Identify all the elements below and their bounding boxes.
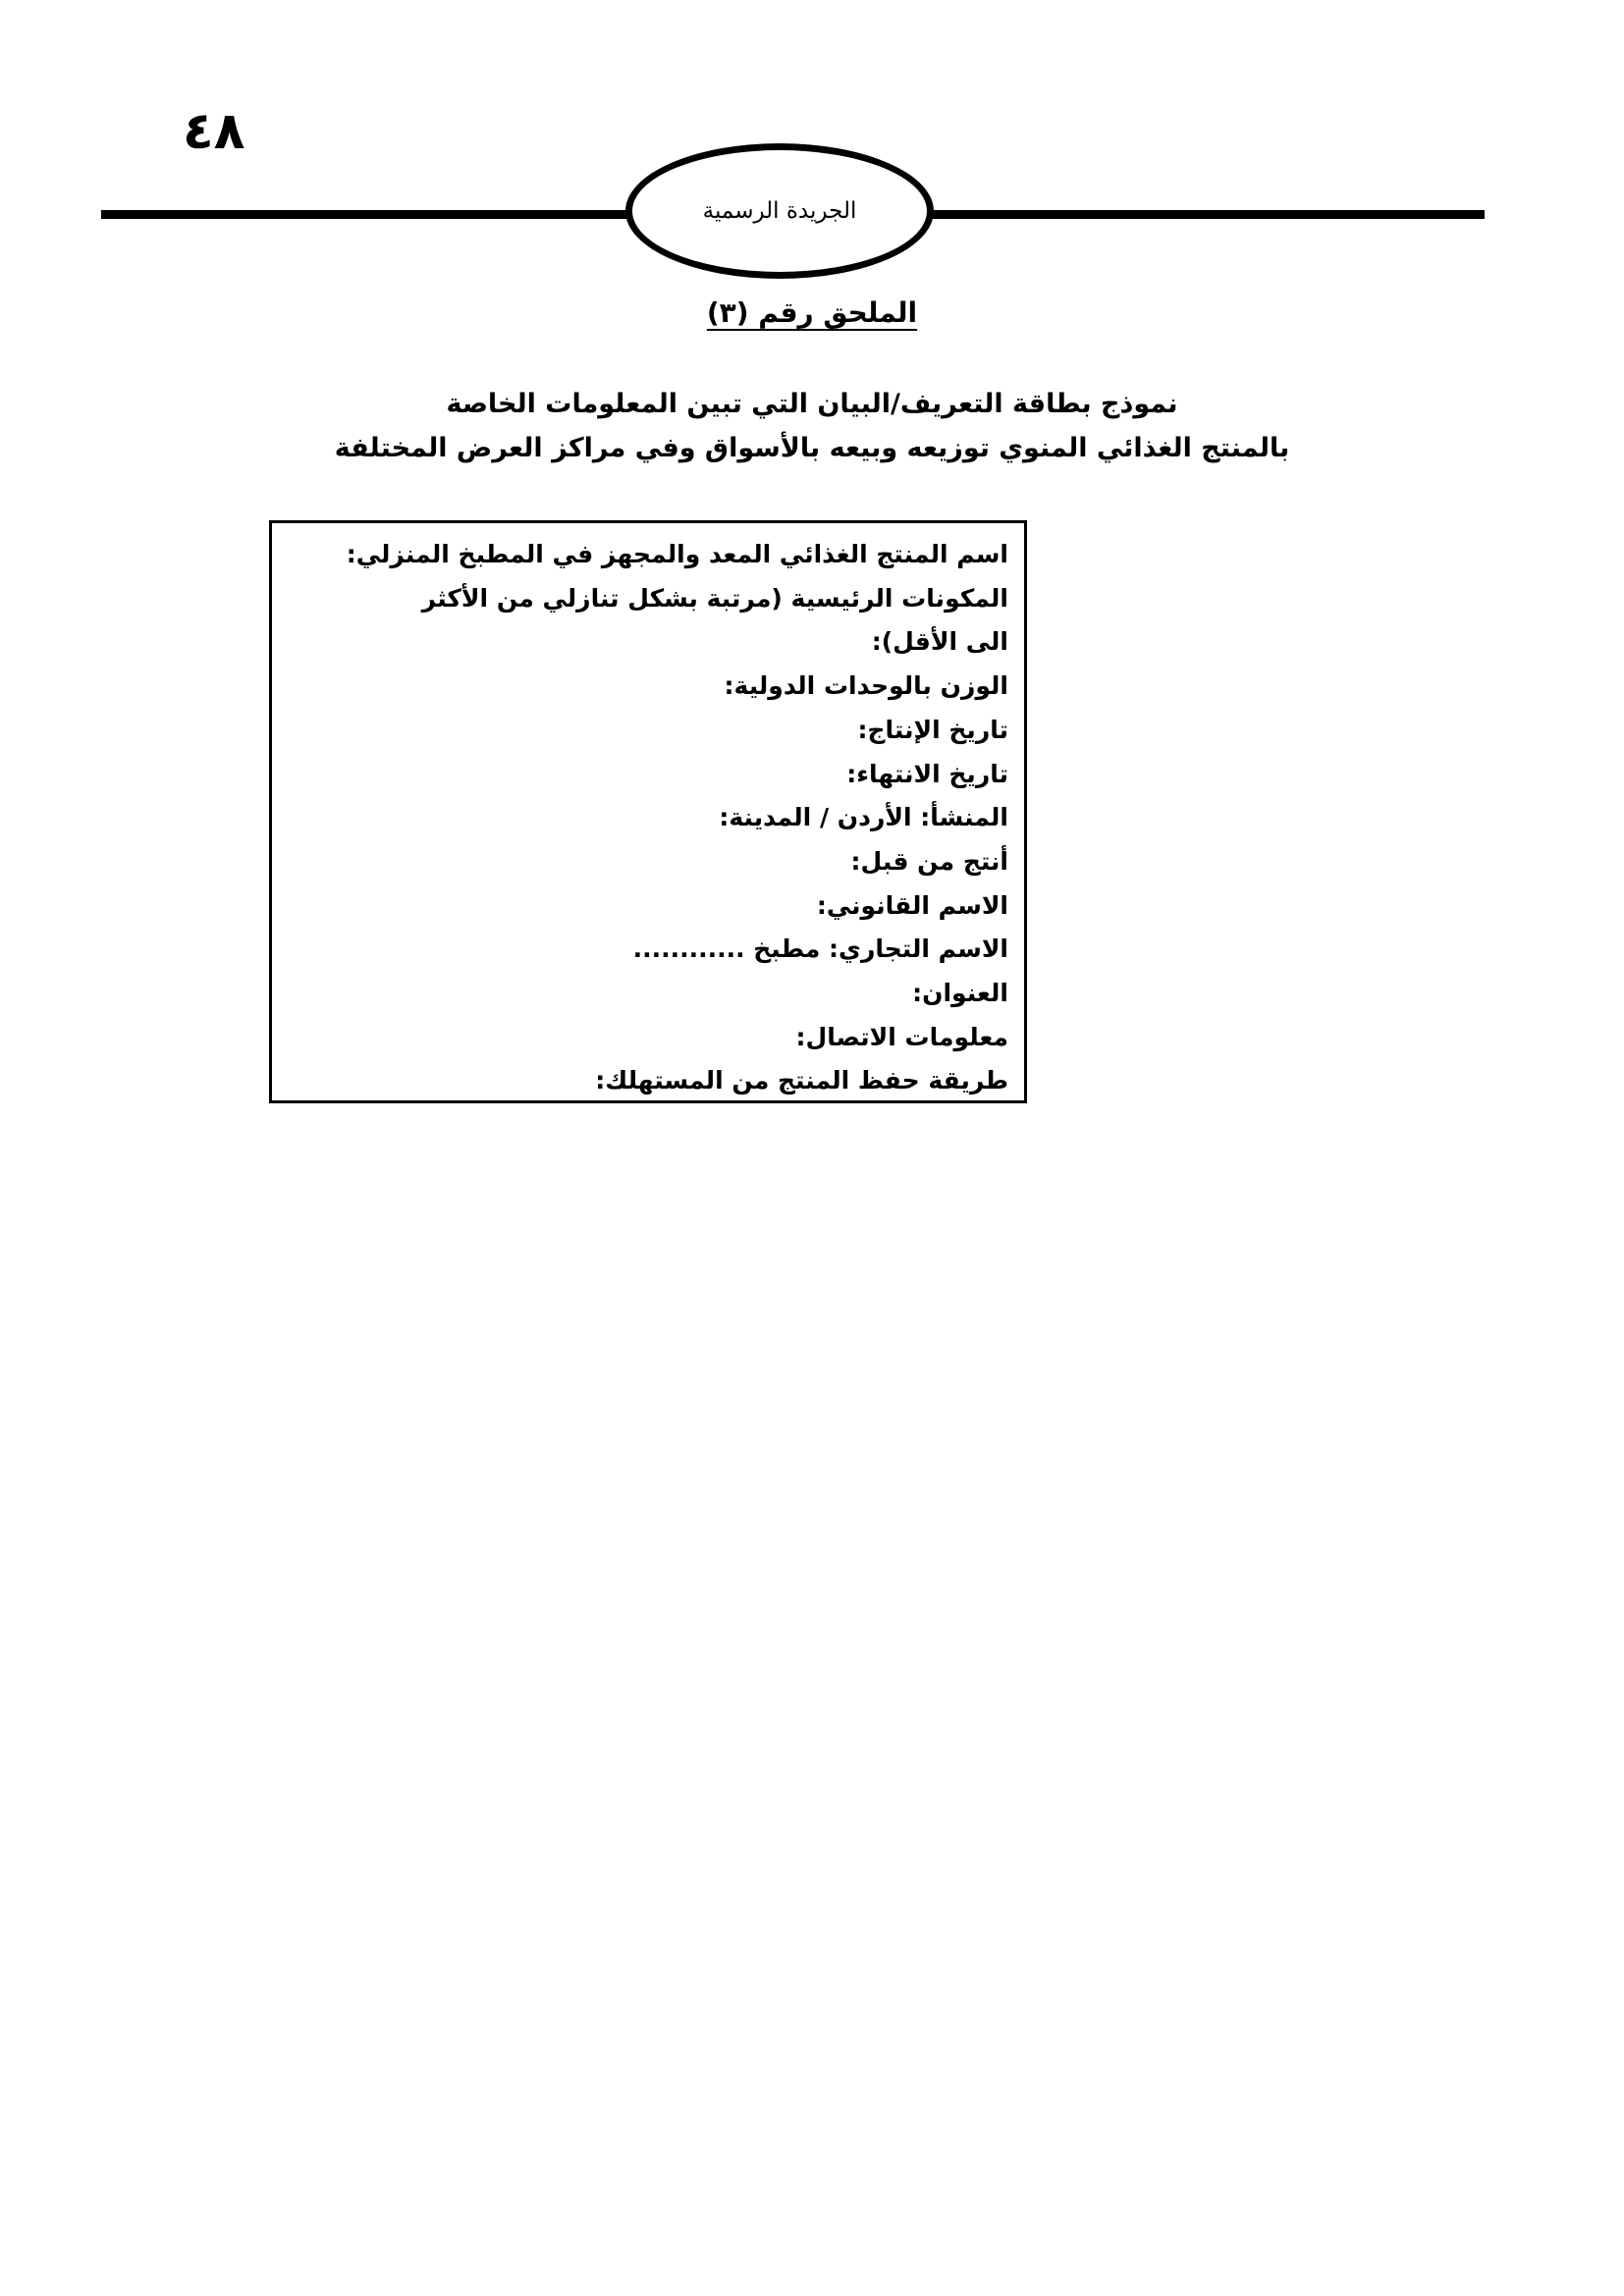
- label-card-box: [269, 520, 1027, 1103]
- label-line-produced-by: أنتج من قبل:: [850, 846, 1008, 876]
- subtitle-line-2: بالمنتج الغذائي المنوي توزيعه وبيعه بالأسواق وفي مراكز العرض المختلفة: [334, 433, 1290, 463]
- label-line-expiry-date: تاريخ الانتهاء:: [846, 759, 1008, 788]
- subtitle-line-1: نموذج بطاقة التعريف/البيان التي تبين المعلومات الخاصة: [446, 389, 1178, 419]
- label-line-contact: معلومات الاتصال:: [795, 1022, 1008, 1051]
- annex-title: الملحق رقم (٣): [706, 296, 918, 329]
- label-line-product-name: اسم المنتج الغذائي المعد والمجهز في المطبخ المنزلي:: [346, 540, 1008, 568]
- label-line-ingredients: المكونات الرئيسية (مرتبة بشكل تنازلي من الأكثر: [421, 583, 1008, 613]
- label-line-weight: الوزن بالوحدات الدولية:: [724, 671, 1008, 701]
- gazette-name-oval: [625, 143, 934, 279]
- label-line-production-date: تاريخ الإنتاج:: [857, 715, 1008, 744]
- label-line-origin: المنشأ: الأردن / المدينة:: [719, 803, 1008, 832]
- label-line-trade-name: الاسم التجاري: مطبخ ............: [632, 934, 1008, 964]
- page-number: ٤٨: [183, 102, 245, 161]
- label-line-address: العنوان:: [912, 979, 1008, 1008]
- label-line-storage: طريقة حفظ المنتج من المستهلك:: [595, 1066, 1008, 1095]
- label-line-ingredients-cont: الى الأقل):: [871, 627, 1008, 657]
- gazette-name: الجريدة الرسمية: [702, 198, 857, 224]
- label-line-legal-name: الاسم القانوني:: [816, 890, 1008, 920]
